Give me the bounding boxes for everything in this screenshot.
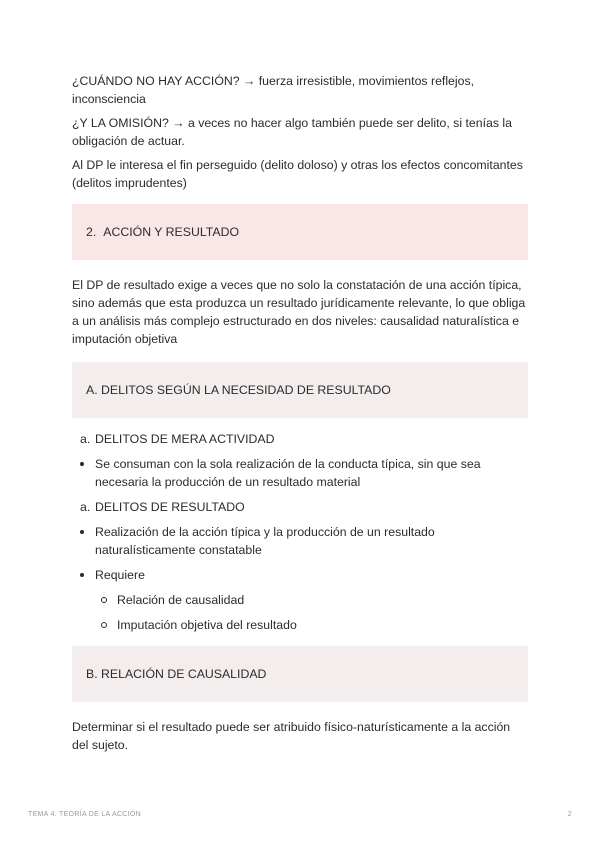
section-heading-accion-resultado [72, 204, 528, 260]
subsection-title: A. DELITOS SEGÚN LA NECESIDAD DE RESULTADO [86, 383, 391, 397]
delitos-list [72, 430, 528, 634]
paragraph-causalidad: Determinar si el resultado puede ser atribuido físico-naturísticamente a la acción del sujeto. [72, 720, 511, 752]
list-item-sub [72, 616, 528, 634]
list-item-text: Requiere [95, 568, 145, 582]
footer-title: TEMA 4. TEORÍA DE LA ACCIÓN [28, 811, 142, 818]
list-item-text: Se consuman con la sola realización de la conducta típica, sin que sea necesaria la producción de un resultado material [95, 457, 481, 489]
bullet-icon [80, 530, 84, 534]
list-item-text: Relación de causalidad [117, 593, 245, 607]
list-item-text: Realización de la acción típica y la producción de un resultado naturalísticamente constatable [95, 525, 435, 557]
bullet-icon [80, 462, 84, 466]
list-item-bullet [72, 523, 528, 559]
subsection-title: B. RELACIÓN DE CAUSALIDAD [86, 667, 267, 681]
list-item-text: DELITOS DE RESULTADO [95, 500, 245, 514]
paragraph-omission: ¿Y LA OMISIÓN? → a veces no hacer algo también puede ser delito, si tenías la obligación de actuar. [72, 116, 512, 148]
hollow-bullet-icon [101, 597, 107, 603]
subsection-heading-causalidad [72, 646, 528, 702]
list-item-sub [72, 591, 528, 609]
list-item-text: Imputación objetiva del resultado [117, 618, 297, 632]
subsection-heading-delitos [72, 362, 528, 418]
document-body [72, 72, 528, 760]
list-item-bullet [72, 566, 528, 584]
paragraph-resultado: El DP de resultado exige a veces que no solo la constatación de una acción típica, sino además que esta produzca un resultado jurídicamente relevante, lo que obliga a un análisis más complejo estructurado en dos niveles: causalidad naturalística e imputación objetiva [72, 278, 526, 346]
list-item-delitos-resultado [72, 498, 528, 516]
section-title: ACCIÓN Y RESULTADO [103, 225, 240, 239]
list-item-bullet [72, 455, 528, 491]
page-number: 2 [567, 811, 572, 818]
page-footer [28, 811, 572, 818]
bullet-icon [80, 573, 84, 577]
list-item-text: DELITOS DE MERA ACTIVIDAD [95, 432, 275, 446]
paragraph-dp-interest: Al DP le interesa el fin perseguido (delito doloso) y otras los efectos concomitantes (delitos imprudentes) [72, 158, 523, 190]
list-marker: a. [80, 432, 91, 446]
paragraph-no-action: ¿CUÁNDO NO HAY ACCIÓN? → fuerza irresistible, movimientos reflejos, inconsciencia [72, 74, 475, 106]
list-marker: a. [80, 500, 91, 514]
list-item-mera-actividad [72, 430, 528, 448]
section-number: 2. [86, 225, 97, 239]
hollow-bullet-icon [101, 622, 107, 628]
